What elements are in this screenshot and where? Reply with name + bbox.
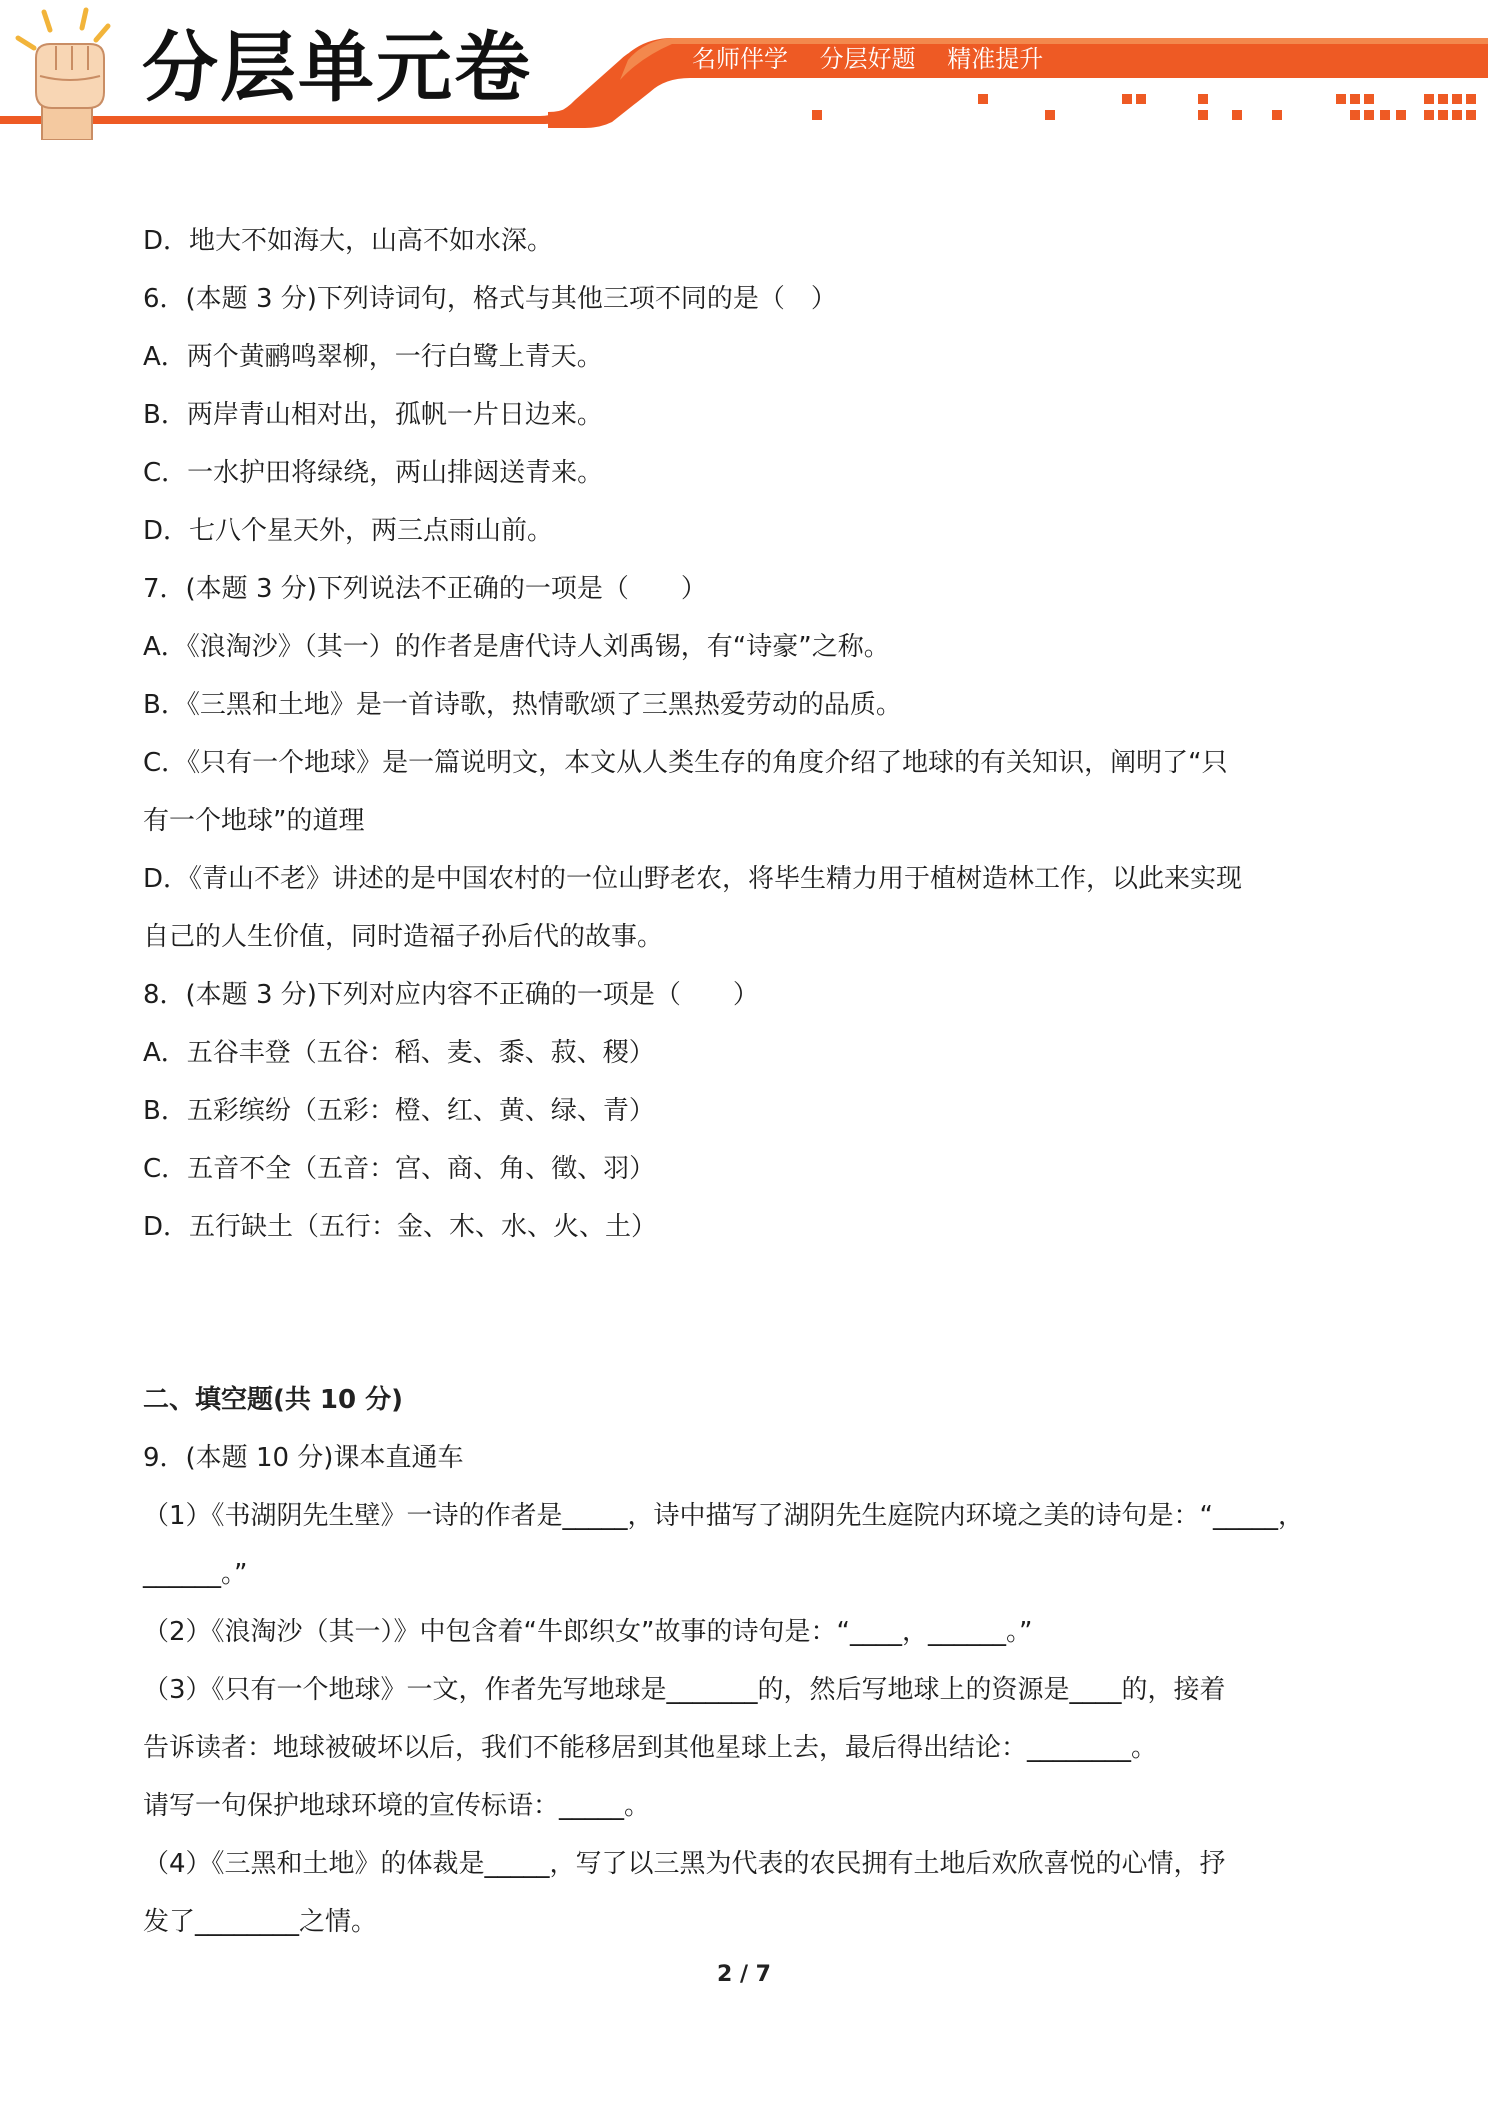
question-8: 8．(本题 3 分)下列对应内容不正确的一项是（ ） bbox=[143, 980, 759, 1010]
q7-option-c-cont: 有一个地球”的道理 bbox=[143, 806, 365, 836]
question-6: 6．(本题 3 分)下列诗词句，格式与其他三项不同的是（ ） bbox=[143, 284, 837, 314]
question-7: 7．(本题 3 分)下列说法不正确的一项是（ ） bbox=[143, 574, 707, 604]
q9-part-3-cont: 告诉读者：地球被破坏以后，我们不能移居到其他星球上去，最后得出结论：________。 bbox=[143, 1733, 1158, 1763]
q6-option-c: C．一水护田将绿绕，两山排闼送青来。 bbox=[143, 458, 604, 488]
header-slogans bbox=[692, 42, 1067, 76]
q7-option-b: B．《三黑和土地》是一首诗歌，热情歌颂了三黑热爱劳动的品质。 bbox=[143, 690, 902, 720]
q9-part-1: （1）《书湖阴先生壁》一诗的作者是_____，诗中描写了湖阴先生庭院内环境之美的诗句是：“_____， bbox=[143, 1501, 1305, 1531]
q9-slogan-prompt: 请写一句保护地球环境的宣传标语：_____。 bbox=[143, 1791, 651, 1821]
q7-option-c: C．《只有一个地球》是一篇说明文，本文从人类生存的角度介绍了地球的有关知识，阐明了“只 bbox=[143, 748, 1228, 778]
q7-option-d: D．《青山不老》讲述的是中国农村的一位山野老农，将毕生精力用于植树造林工作，以此来实现 bbox=[143, 864, 1243, 894]
q7-option-d-cont: 自己的人生价值，同时造福子孙后代的故事。 bbox=[143, 922, 664, 952]
q8-option-b: B．五彩缤纷（五彩：橙、红、黄、绿、青） bbox=[143, 1096, 655, 1126]
slogan-3: 精准提升 bbox=[947, 45, 1044, 73]
slogan-1: 名师伴学 bbox=[692, 45, 788, 73]
fist-icon bbox=[0, 0, 140, 140]
q6-option-d: D．七八个星天外，两三点雨山前。 bbox=[143, 516, 554, 546]
q8-option-c: C．五音不全（五音：宫、商、角、徵、羽） bbox=[143, 1154, 656, 1184]
question-9: 9．(本题 10 分)课本直通车 bbox=[143, 1443, 464, 1473]
document-body bbox=[143, 212, 1305, 1951]
option-d-q5: D．地大不如海大，山高不如水深。 bbox=[143, 226, 554, 256]
section-gap bbox=[143, 1256, 1273, 1371]
q9-part-3: （3）《只有一个地球》一文，作者先写地球是_______的，然后写地球上的资源是____的，接着 bbox=[143, 1675, 1226, 1705]
brand-title: 分层单元卷 bbox=[142, 23, 532, 112]
q8-option-d: D．五行缺土（五行：金、木、水、火、土） bbox=[143, 1212, 658, 1242]
q6-option-a: A．两个黄鹂鸣翠柳，一行白鹭上青天。 bbox=[143, 342, 603, 372]
q9-part-4: （4）《三黑和土地》的体裁是_____，写了以三黑为代表的农民拥有土地后欢欣喜悦的心情，抒 bbox=[143, 1849, 1226, 1879]
page-header bbox=[0, 0, 1488, 140]
q7-option-a: A．《浪淘沙》（其一）的作者是唐代诗人刘禹锡，有“诗豪”之称。 bbox=[143, 632, 890, 662]
section-title-fill-blank: 二、填空题(共 10 分) bbox=[143, 1385, 404, 1415]
q9-part-4-cont: 发了________之情。 bbox=[143, 1907, 378, 1937]
q9-part-2: （2）《浪淘沙（其一）》中包含着“牛郎织女”故事的诗句是：“____，______。” bbox=[143, 1617, 1033, 1647]
page-number: 2 / 7 bbox=[717, 1962, 771, 1987]
q6-option-b: B．两岸青山相对出，孤帆一片日边来。 bbox=[143, 400, 603, 430]
slogan-2: 分层好题 bbox=[819, 45, 916, 73]
q8-option-a: A．五谷丰登（五谷：稻、麦、黍、菽、稷） bbox=[143, 1038, 655, 1068]
q9-part-1-cont: ______。” bbox=[143, 1559, 248, 1589]
